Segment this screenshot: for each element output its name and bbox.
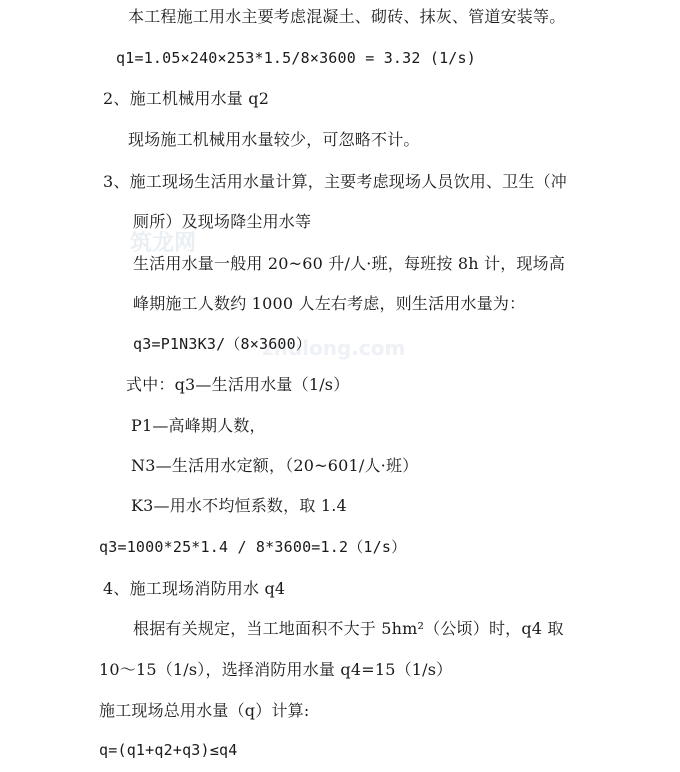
formula-total-q: q=(q1+q2+q3)≤q4 <box>99 741 238 759</box>
heading-machinery-water: 2、施工机械用水量 q2 <box>103 89 270 108</box>
formula-q3: q3=P1N3K3/（8×3600） <box>133 335 312 353</box>
paragraph-water-usage-intro: 本工程施工用水主要考虑混凝土、砌砖、抹灰、管道安装等。 <box>128 7 566 26</box>
heading-total-water: 施工现场总用水量（q）计算: <box>99 701 310 720</box>
legend-n3: N3—生活用水定额，（20~601/人·班） <box>131 456 419 475</box>
formula-q3-result: q3=1000*25*1.4 / 8*3600=1.2（1/s） <box>99 538 407 556</box>
legend-k3: K3—用水不均恒系数，取 1.4 <box>131 496 347 515</box>
paragraph-machinery-water: 现场施工机械用水量较少，可忽略不计。 <box>128 130 420 149</box>
watermark-url: zhulong.com <box>262 336 406 360</box>
paragraph-fire-regulation-cont: 10～15（1/s），选择消防用水量 q4=15（1/s） <box>99 660 453 679</box>
watermark-logo: 筑龙网 <box>130 231 197 256</box>
paragraph-domestic-quota: 生活用水量一般用 20~60 升/人·班，每班按 8h 计，现场高 <box>133 254 566 273</box>
heading-domestic-water: 3、施工现场生活用水量计算，主要考虑现场人员饮用、卫生（冲 <box>103 172 567 191</box>
heading-fire-water: 4、施工现场消防用水 q4 <box>103 579 286 598</box>
legend-p1: P1—高峰期人数， <box>131 416 266 435</box>
paragraph-domestic-quota-cont: 峰期施工人数约 1000 人左右考虑，则生活用水量为： <box>133 294 526 313</box>
heading-domestic-water-cont: 厕所）及现场降尘用水等 <box>133 212 312 231</box>
paragraph-fire-regulation: 根据有关规定，当工地面积不大于 5hm²（公顷）时，q4 取 <box>133 619 564 638</box>
legend-q3: 式中：q3—生活用水量（1/s） <box>126 375 350 394</box>
formula-q1: q1=1.05×240×253*1.5/8×3600 = 3.32 (1/s) <box>116 49 476 67</box>
